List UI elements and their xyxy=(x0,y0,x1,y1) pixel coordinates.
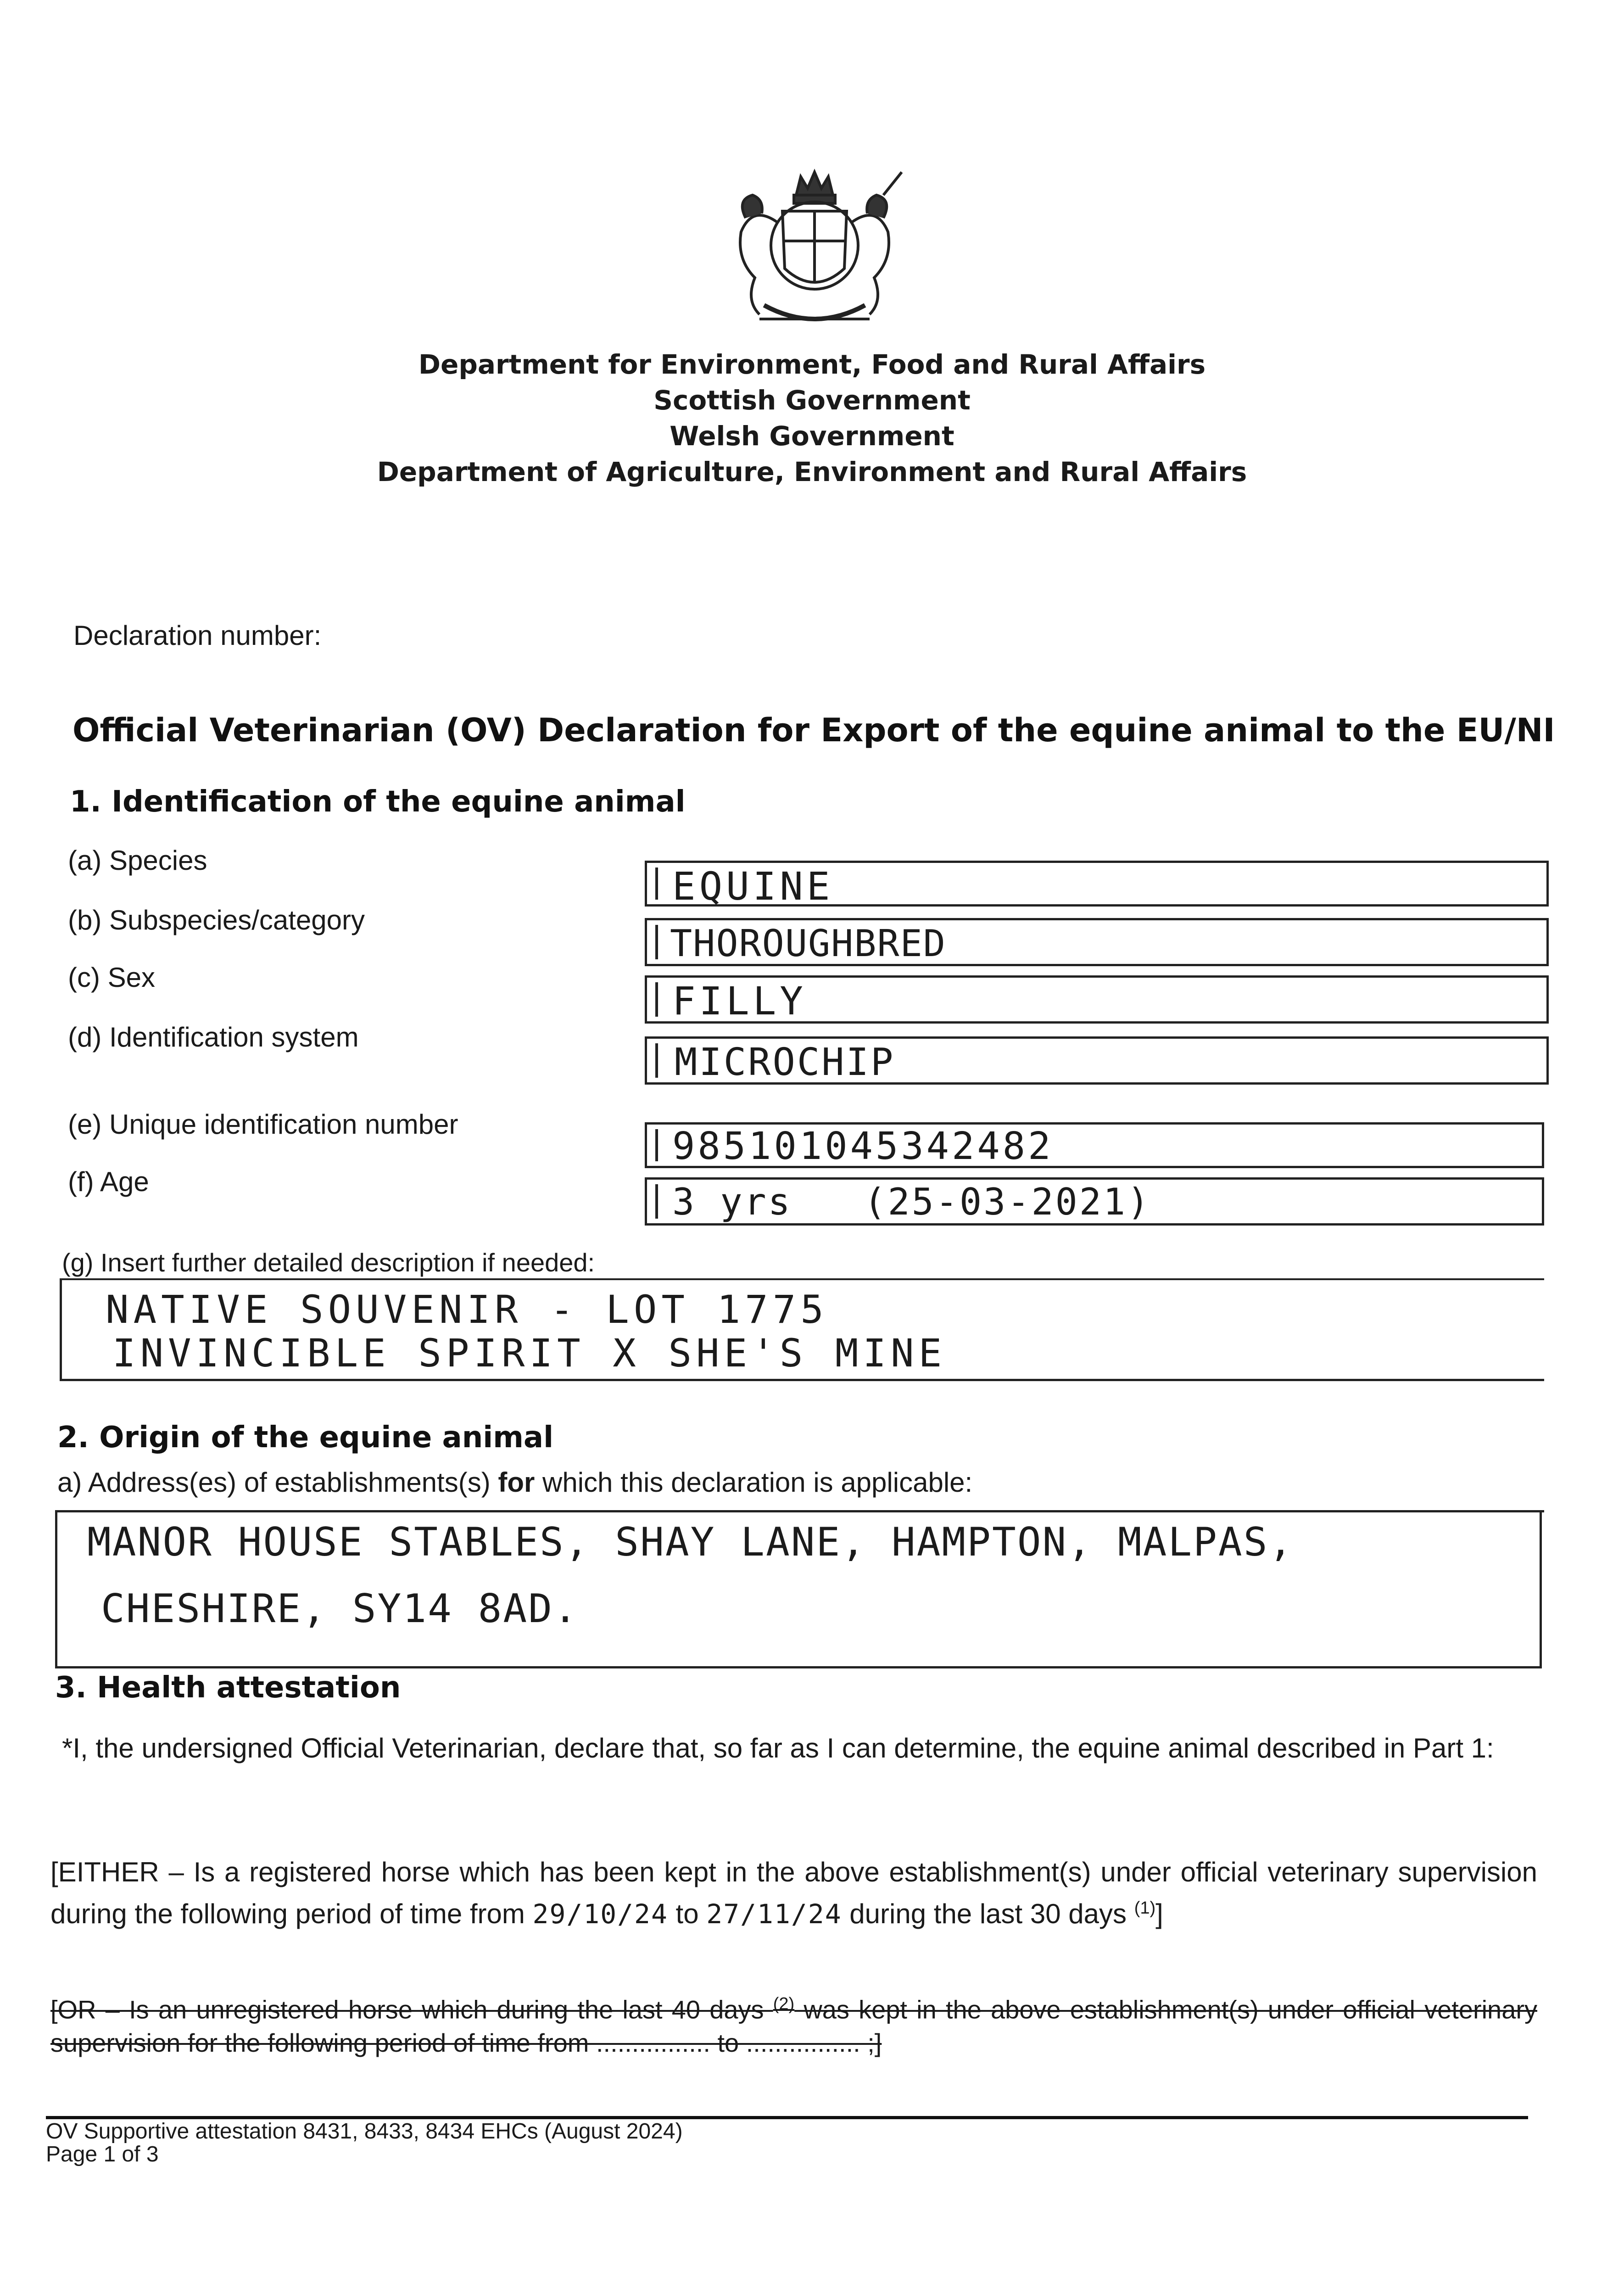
crest-graphic xyxy=(709,168,920,337)
or-footnote-ref: (2) xyxy=(773,1994,795,2014)
description-line2: INVINCIBLE SPIRIT X SHE'S MINE xyxy=(112,1331,947,1376)
address-label-post: which this declaration is applicable: xyxy=(535,1467,973,1498)
declaration-number-label: Declaration number: xyxy=(73,620,322,651)
id-system-value: MICROCHIP xyxy=(675,1041,895,1084)
section2-heading: 2. Origin of the equine animal xyxy=(57,1421,554,1455)
attestation-intro: *I, the undersigned Official Veterinarian, declare that, so far as I can determine, the equine animal described in Part 1: xyxy=(62,1733,1494,1763)
department-welsh-gov: Welsh Government xyxy=(670,420,954,452)
either-mid: to xyxy=(668,1898,707,1929)
or-post: was kept in the above establishment(s) under official veterinary supervision for the following period of time from ................ to ................ ;] xyxy=(50,1995,1537,2057)
species-field xyxy=(645,861,1549,907)
either-close: ] xyxy=(1155,1898,1163,1929)
description-box xyxy=(60,1278,1544,1381)
subspecies-value: THOROUGHBRED xyxy=(670,922,946,965)
footer-page-number: Page 1 of 3 xyxy=(46,2142,159,2166)
address-label-bold: for xyxy=(498,1467,535,1498)
uin-field xyxy=(645,1122,1544,1168)
sex-field xyxy=(645,975,1549,1024)
address-box xyxy=(55,1510,1542,1668)
species-label: (a) Species xyxy=(68,845,207,876)
royal-crest xyxy=(709,168,920,337)
id-system-label: (d) Identification system xyxy=(68,1022,359,1052)
section3-heading: 3. Health attestation xyxy=(55,1671,401,1705)
id-system-field xyxy=(645,1036,1549,1085)
sex-value: FILLY xyxy=(672,979,807,1024)
sex-label: (c) Sex xyxy=(68,962,156,993)
age-field xyxy=(645,1177,1544,1226)
age-value: 3 yrs (25-03-2021) xyxy=(672,1181,1151,1223)
address-label-pre: a) Address(es) of establishments(s) xyxy=(57,1467,498,1498)
or-text: [OR – Is an unregistered horse which during the last 40 days xyxy=(50,1995,773,2024)
subspecies-field xyxy=(645,918,1549,966)
uin-label: (e) Unique identification number xyxy=(68,1109,458,1140)
either-post: during the last 30 days xyxy=(842,1898,1134,1929)
or-clause-struck xyxy=(50,1987,1537,2060)
description-label: (g) Insert further detailed description if needed: xyxy=(62,1248,659,1280)
address-line2: CHESHIRE, SY14 8AD. xyxy=(101,1586,579,1632)
either-footnote-ref: (1) xyxy=(1134,1898,1156,1918)
department-scottish-gov: Scottish Government xyxy=(653,385,971,416)
age-label: (f) Age xyxy=(68,1166,149,1197)
either-clause xyxy=(50,1854,1537,1932)
department-defra: Department for Environment, Food and Rural Affairs xyxy=(418,349,1206,380)
footer-reference: OV Supportive attestation 8431, 8433, 8434 EHCs (August 2024) xyxy=(46,2119,683,2144)
description-line1: NATIVE SOUVENIR - LOT 1775 xyxy=(106,1287,828,1332)
uin-value: 985101045342482 xyxy=(672,1125,1054,1168)
subspecies-label: (b) Subspecies/category xyxy=(68,905,365,935)
section1-heading: 1. Identification of the equine animal xyxy=(70,785,686,819)
either-to-date: 27/11/24 xyxy=(706,1898,842,1930)
either-text: [EITHER – Is a registered horse which has been kept in the above establishment(s) under official veterinary supervision during the following period of time from xyxy=(50,1857,1537,1929)
species-value: EQUINE xyxy=(672,864,834,909)
address-label xyxy=(57,1467,972,1498)
either-from-date: 29/10/24 xyxy=(532,1898,668,1930)
department-daera: Department of Agriculture, Environment and Rural Affairs xyxy=(377,456,1247,487)
address-line1: MANOR HOUSE STABLES, SHAY LANE, HAMPTON, MALPAS, xyxy=(87,1519,1294,1565)
page-title: Official Veterinarian (OV) Declaration for Export of the equine animal to the EU/NI xyxy=(73,711,1555,749)
